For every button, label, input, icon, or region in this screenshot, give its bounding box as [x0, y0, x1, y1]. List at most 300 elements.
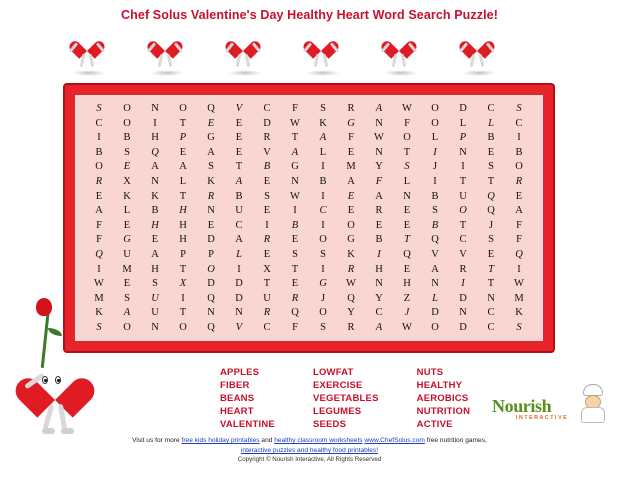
eye-icon — [42, 376, 48, 384]
grid-cell[interactable]: M — [346, 161, 356, 173]
grid-cell[interactable]: E — [179, 146, 187, 158]
grid-cell[interactable]: Q — [431, 234, 439, 246]
grid-cell[interactable]: O — [319, 234, 327, 246]
grid-cell[interactable]: V — [431, 248, 439, 260]
grid-cell[interactable]: T — [487, 278, 495, 290]
grid-cell[interactable]: B — [95, 146, 103, 158]
grid-cell[interactable]: J — [488, 219, 494, 231]
grid-cell[interactable]: B — [515, 146, 523, 158]
grid-cell[interactable]: W — [514, 278, 524, 290]
grid-cell[interactable]: F — [96, 234, 102, 246]
grid-cell[interactable]: L — [123, 205, 131, 217]
chefsolus-url-link[interactable]: www.ChefSolus.com — [364, 437, 425, 444]
grid-cell[interactable]: C — [95, 117, 103, 129]
grid-cell[interactable]: I — [153, 117, 157, 129]
grid-cell[interactable]: S — [488, 161, 494, 173]
grid-cell[interactable]: E — [487, 248, 495, 260]
grid-cell[interactable]: D — [263, 117, 271, 129]
grid-cell[interactable]: T — [487, 175, 495, 187]
heart-icon — [76, 34, 98, 54]
grid-cell[interactable]: E — [291, 234, 299, 246]
grid-cell[interactable]: X — [263, 263, 271, 275]
grid-cell[interactable]: H — [151, 263, 159, 275]
grid-cell[interactable]: I — [321, 263, 325, 275]
grid-cell[interactable]: S — [124, 146, 130, 158]
footer — [0, 436, 619, 456]
heart-characters-decoration — [62, 30, 562, 78]
heart-character — [296, 30, 350, 78]
grid-cell[interactable]: O — [515, 161, 523, 173]
grid-cell[interactable]: D — [235, 278, 243, 290]
grid-cell[interactable]: Q — [515, 248, 523, 260]
grid-cell[interactable]: N — [235, 307, 243, 319]
grid-cell[interactable]: M — [122, 263, 132, 275]
grid-cell[interactable]: R — [515, 175, 523, 187]
grid-cell[interactable]: V — [235, 103, 243, 114]
grid-cell[interactable]: W — [402, 103, 412, 114]
grid-cell[interactable]: E — [403, 219, 411, 231]
grid-cell[interactable]: N — [151, 321, 159, 333]
grid-cell[interactable]: T — [291, 263, 299, 275]
shadow — [72, 70, 106, 76]
grid-cell[interactable]: I — [517, 263, 521, 275]
grid-cell[interactable]: N — [375, 278, 383, 290]
grid-cell[interactable]: U — [151, 307, 159, 319]
grid-cell[interactable]: Q — [487, 190, 495, 202]
grid-cell[interactable]: I — [321, 190, 325, 202]
grid-cell[interactable]: B — [291, 219, 299, 231]
grid-cell[interactable]: Y — [347, 307, 355, 319]
grid-cell[interactable]: U — [151, 292, 159, 304]
grid-cell[interactable]: C — [515, 117, 523, 129]
grid-cell[interactable]: B — [487, 132, 495, 144]
grid-cell[interactable]: Q — [207, 292, 215, 304]
grid-cell[interactable]: A — [319, 132, 327, 144]
grid-cell[interactable]: T — [459, 219, 467, 231]
grid-cell[interactable]: T — [459, 175, 467, 187]
word-list-column — [417, 366, 471, 431]
grid-cell[interactable]: A — [123, 307, 131, 319]
grid-cell[interactable]: A — [151, 161, 159, 173]
grid-cell[interactable]: W — [346, 278, 356, 290]
grid-cell[interactable]: O — [179, 321, 187, 333]
grid-cell[interactable]: R — [263, 234, 271, 246]
grid-cell[interactable]: S — [264, 190, 270, 202]
grid-cell[interactable]: C — [487, 321, 495, 333]
grid-cell[interactable]: N — [459, 146, 467, 158]
grid-cell[interactable]: N — [459, 307, 467, 319]
grid-cell[interactable]: W — [290, 190, 300, 202]
grid-cell[interactable]: W — [402, 321, 412, 333]
grid-cell[interactable]: T — [263, 278, 271, 290]
grid-cell[interactable]: N — [207, 205, 215, 217]
grid-cell[interactable]: E — [515, 190, 523, 202]
grid-cell[interactable]: P — [180, 248, 186, 260]
grid-cell[interactable]: C — [319, 205, 327, 217]
grid-cell[interactable]: I — [237, 263, 241, 275]
word-list-item: VALENTINE — [220, 419, 275, 430]
grid-cell[interactable]: E — [207, 117, 215, 129]
letter-grid[interactable] — [85, 102, 533, 334]
grid-cell[interactable]: O — [431, 117, 439, 129]
grid-cell[interactable]: K — [151, 190, 159, 202]
grid-cell[interactable]: A — [207, 146, 215, 158]
grid-cell[interactable]: M — [94, 292, 104, 304]
grid-cell[interactable]: Q — [403, 248, 411, 260]
grid-cell[interactable]: F — [375, 175, 383, 187]
grid-cell[interactable]: F — [292, 321, 298, 333]
grid-cell[interactable]: D — [431, 307, 439, 319]
grid-cell[interactable]: E — [235, 146, 243, 158]
grid-cell[interactable]: F — [292, 103, 298, 114]
grid-cell[interactable]: X — [179, 278, 187, 290]
grid-cell[interactable]: D — [459, 292, 467, 304]
grid-cell[interactable]: H — [403, 278, 411, 290]
grid-cell[interactable]: S — [320, 321, 326, 333]
grid-cell[interactable]: V — [263, 146, 271, 158]
grid-cell[interactable]: E — [263, 248, 271, 260]
grid-cell[interactable]: E — [403, 205, 411, 217]
heart-character — [140, 30, 194, 78]
grid-cell[interactable]: O — [403, 132, 411, 144]
grid-cell[interactable]: J — [404, 307, 410, 319]
grid-cell[interactable]: G — [319, 278, 327, 290]
grid-cell[interactable]: E — [291, 278, 299, 290]
grid-cell[interactable]: Q — [95, 248, 103, 260]
grid-cell[interactable]: Q — [207, 103, 215, 114]
grid-cell[interactable]: N — [375, 146, 383, 158]
grid-cell[interactable]: F — [516, 219, 522, 231]
grid-cell[interactable]: H — [375, 263, 383, 275]
grid-cell[interactable]: E — [123, 278, 131, 290]
grid-cell[interactable]: I — [181, 292, 185, 304]
grid-cell[interactable]: E — [347, 146, 355, 158]
grid-cell[interactable]: D — [459, 103, 467, 114]
word-list-item: NUTRITION — [416, 406, 471, 417]
grid-cell[interactable]: I — [265, 219, 269, 231]
grid-cell[interactable]: L — [179, 175, 187, 187]
grid-cell[interactable]: O — [179, 103, 187, 114]
grid-cell[interactable]: Q — [207, 321, 215, 333]
grid-cell[interactable]: L — [488, 117, 494, 129]
grid-cell[interactable]: A — [431, 263, 439, 275]
grid-cell[interactable]: Q — [347, 292, 355, 304]
grid-cell[interactable]: R — [207, 190, 215, 202]
shadow — [228, 70, 262, 76]
grid-cell[interactable]: D — [459, 321, 467, 333]
grid-cell[interactable]: K — [319, 117, 327, 129]
heart-character — [374, 30, 428, 78]
grid-cell[interactable]: B — [151, 205, 159, 217]
grid-cell[interactable]: R — [459, 263, 467, 275]
grid-cell[interactable]: A — [95, 205, 103, 217]
word-list-container — [220, 366, 520, 431]
grid-cell[interactable]: B — [123, 132, 131, 144]
grid-cell[interactable]: T — [179, 307, 187, 319]
grid-cell[interactable]: D — [207, 234, 215, 246]
grid-cell[interactable]: M — [514, 292, 524, 304]
grid-cell[interactable]: I — [433, 146, 437, 158]
grid-cell[interactable]: S — [516, 103, 522, 114]
grid-cell[interactable]: F — [96, 219, 102, 231]
grid-cell[interactable]: B — [235, 190, 243, 202]
grid-cell[interactable]: O — [319, 307, 327, 319]
grid-cell[interactable]: O — [123, 117, 131, 129]
grid-cell[interactable]: O — [123, 103, 131, 114]
grid-cell[interactable]: E — [347, 190, 355, 202]
grid-cell[interactable]: N — [431, 278, 439, 290]
grid-cell[interactable]: L — [319, 146, 327, 158]
footer-text-post: free nutrition games, — [424, 437, 487, 444]
grid-cell[interactable]: N — [375, 117, 383, 129]
grid-cell[interactable]: V — [235, 321, 243, 333]
grid-cell[interactable]: R — [291, 292, 299, 304]
grid-cell[interactable]: T — [488, 263, 494, 275]
shadow — [150, 70, 184, 76]
grid-cell[interactable]: A — [375, 190, 383, 202]
grid-cell[interactable]: S — [516, 321, 522, 333]
grid-cell[interactable]: U — [123, 248, 131, 260]
eye-icon — [55, 376, 61, 384]
grid-cell[interactable]: E — [95, 190, 103, 202]
shadow — [384, 70, 418, 76]
grid-cell[interactable]: P — [208, 248, 214, 260]
footer-line-1 — [0, 436, 619, 446]
grid-cell[interactable]: T — [403, 146, 411, 158]
grid-cell[interactable]: W — [290, 117, 300, 129]
nourish-interactive-logo[interactable] — [492, 384, 610, 432]
grid-cell[interactable]: O — [459, 205, 467, 217]
footer-text-pre: Visit us for more — [132, 437, 182, 444]
chef-body-icon — [581, 407, 605, 423]
grid-cell[interactable]: S — [96, 103, 102, 114]
grid-cell[interactable]: R — [347, 321, 355, 333]
grid-cell[interactable]: I — [97, 263, 101, 275]
grid-cell[interactable]: B — [431, 219, 439, 231]
grid-cell[interactable]: N — [403, 190, 411, 202]
grid-cell[interactable]: P — [179, 132, 187, 144]
heart-character — [62, 30, 116, 78]
shadow — [462, 70, 496, 76]
grid-cell[interactable]: A — [375, 103, 383, 114]
grid-cell[interactable]: N — [487, 292, 495, 304]
grid-cell[interactable]: R — [347, 103, 355, 114]
grid-cell[interactable]: T — [404, 234, 410, 246]
word-list-item: VEGETABLES — [312, 393, 379, 404]
grid-cell[interactable]: G — [347, 117, 355, 129]
grid-cell[interactable]: Q — [487, 205, 495, 217]
grid-cell[interactable]: Q — [291, 307, 299, 319]
heart-icon — [388, 34, 410, 54]
grid-cell[interactable]: C — [235, 219, 243, 231]
grid-cell[interactable]: T — [179, 263, 187, 275]
grid-cell[interactable]: R — [347, 263, 355, 275]
grid-cell[interactable]: D — [207, 278, 215, 290]
grid-cell[interactable]: A — [347, 175, 355, 187]
grid-cell[interactable]: R — [375, 205, 383, 217]
grid-cell[interactable]: K — [347, 248, 355, 260]
heart-icon — [154, 34, 176, 54]
grid-cell[interactable]: E — [263, 205, 271, 217]
grid-cell[interactable]: A — [151, 248, 159, 260]
grid-cell[interactable]: I — [321, 219, 325, 231]
grid-cell[interactable]: H — [179, 205, 187, 217]
grid-cell[interactable]: S — [292, 248, 298, 260]
grid-cell[interactable]: W — [94, 278, 104, 290]
interactive-puzzles-link[interactable]: interactive puzzles and healthy food printables! — [240, 447, 379, 454]
grid-cell[interactable]: I — [97, 132, 101, 144]
grid-cell[interactable]: T — [291, 132, 299, 144]
grid-cell[interactable]: O — [431, 321, 439, 333]
grid-cell[interactable]: R — [263, 307, 271, 319]
word-list-column — [220, 366, 275, 431]
grid-cell[interactable]: E — [123, 161, 131, 173]
grid-cell[interactable]: E — [375, 219, 383, 231]
grid-cell[interactable]: E — [403, 263, 411, 275]
grid-cell[interactable]: K — [123, 190, 131, 202]
grid-cell[interactable]: I — [461, 278, 465, 290]
grid-cell[interactable]: N — [291, 175, 299, 187]
grid-cell[interactable]: F — [516, 234, 522, 246]
grid-cell[interactable]: K — [95, 307, 103, 319]
grid-cell[interactable]: E — [235, 117, 243, 129]
grid-cell[interactable]: U — [263, 292, 271, 304]
grid-cell[interactable]: C — [263, 321, 271, 333]
grid-cell[interactable]: L — [236, 248, 242, 260]
grid-cell[interactable]: E — [151, 234, 159, 246]
grid-cell[interactable]: C — [487, 103, 495, 114]
grid-cell[interactable]: J — [432, 161, 438, 173]
mascot-foot — [42, 428, 55, 434]
grid-cell[interactable]: S — [96, 321, 102, 333]
grid-cell[interactable]: E — [207, 219, 215, 231]
grid-cell[interactable]: W — [374, 132, 384, 144]
grid-cell[interactable]: I — [293, 205, 297, 217]
grid-cell[interactable]: H — [179, 219, 187, 231]
grid-cell[interactable]: O — [207, 263, 215, 275]
grid-cell[interactable]: G — [347, 234, 355, 246]
grid-cell[interactable]: H — [151, 219, 159, 231]
grid-cell[interactable]: U — [459, 190, 467, 202]
grid-cell[interactable]: X — [123, 175, 131, 187]
grid-cell[interactable]: T — [179, 117, 187, 129]
grid-cell[interactable]: Z — [403, 292, 411, 304]
grid-cell[interactable]: K — [207, 175, 215, 187]
word-list-item: AEROBICS — [416, 393, 469, 404]
grid-cell[interactable]: S — [320, 248, 326, 260]
grid-cell[interactable]: O — [95, 161, 103, 173]
grid-cell[interactable]: S — [404, 161, 410, 173]
grid-cell[interactable]: F — [348, 132, 354, 144]
grid-cell[interactable]: S — [432, 205, 438, 217]
grid-cell[interactable]: N — [151, 175, 159, 187]
grid-cell[interactable]: T — [179, 190, 187, 202]
grid-cell[interactable]: O — [431, 103, 439, 114]
grid-cell[interactable]: A — [179, 161, 187, 173]
grid-cell[interactable]: R — [263, 132, 271, 144]
grid-cell[interactable]: Q — [151, 146, 159, 158]
grid-cell[interactable]: Y — [375, 292, 383, 304]
grid-cell[interactable]: B — [263, 161, 271, 173]
grid-cell[interactable]: B — [375, 234, 383, 246]
mascot-face — [40, 376, 68, 390]
grid-cell[interactable]: A — [375, 321, 383, 333]
grid-cell[interactable]: V — [459, 248, 467, 260]
grid-cell[interactable]: E — [235, 132, 243, 144]
free-printables-link[interactable]: free kids holiday printables — [181, 437, 260, 444]
grid-cell[interactable]: D — [235, 292, 243, 304]
grid-cell[interactable]: S — [208, 161, 214, 173]
footer-text-mid: and — [259, 437, 275, 444]
grid-cell[interactable]: L — [403, 175, 411, 187]
grid-cell[interactable]: S — [488, 234, 494, 246]
logo-name: Nourish — [492, 396, 552, 416]
grid-cell[interactable]: O — [123, 321, 131, 333]
grid-cell[interactable]: G — [291, 161, 299, 173]
grid-cell[interactable]: S — [320, 103, 326, 114]
grid-cell[interactable]: L — [431, 132, 439, 144]
grid-cell[interactable]: O — [347, 219, 355, 231]
grid-cell[interactable]: A — [291, 146, 299, 158]
grid-cell[interactable]: S — [152, 278, 158, 290]
grid-cell[interactable]: C — [263, 103, 271, 114]
grid-cell[interactable]: A — [235, 234, 243, 246]
word-list-item: BEANS — [220, 393, 255, 404]
grid-cell[interactable]: T — [235, 161, 243, 173]
grid-cell[interactable]: N — [151, 103, 159, 114]
grid-cell[interactable]: C — [375, 307, 383, 319]
word-search-frame — [63, 83, 555, 353]
grid-cell[interactable]: C — [487, 307, 495, 319]
grid-cell[interactable]: E — [123, 219, 131, 231]
grid-cell[interactable]: H — [151, 132, 159, 144]
grid-cell[interactable]: E — [487, 146, 495, 158]
grid-cell[interactable]: K — [515, 307, 523, 319]
grid-cell[interactable]: F — [404, 117, 410, 129]
grid-cell[interactable]: U — [235, 205, 243, 217]
grid-cell[interactable]: H — [179, 234, 187, 246]
grid-cell[interactable]: E — [347, 205, 355, 217]
grid-cell[interactable]: L — [459, 117, 467, 129]
grid-cell[interactable]: G — [207, 132, 215, 144]
grid-cell[interactable]: S — [124, 292, 130, 304]
grid-cell[interactable]: I — [433, 175, 437, 187]
grid-cell[interactable]: L — [432, 292, 438, 304]
word-list-item: FIBER — [220, 380, 250, 391]
rose-icon — [36, 298, 52, 316]
grid-cell[interactable]: A — [515, 205, 523, 217]
logo-tagline: INTERACTIVE — [516, 415, 569, 421]
heart-character — [452, 30, 506, 78]
grid-cell[interactable]: R — [95, 175, 103, 187]
grid-cell[interactable]: P — [459, 132, 467, 144]
grid-cell[interactable]: B — [431, 190, 439, 202]
classroom-worksheets-link[interactable]: healthy classroom worksheets — [274, 437, 363, 444]
grid-cell[interactable]: I — [321, 161, 325, 173]
grid-cell[interactable]: J — [320, 292, 326, 304]
grid-cell[interactable]: E — [263, 175, 271, 187]
grid-cell[interactable]: I — [517, 132, 521, 144]
grid-cell[interactable]: I — [461, 161, 465, 173]
grid-cell[interactable]: N — [207, 307, 215, 319]
grid-cell[interactable]: A — [235, 175, 243, 187]
grid-cell[interactable]: C — [459, 234, 467, 246]
grid-cell[interactable]: G — [123, 234, 131, 246]
word-list-item: HEALTHY — [416, 380, 463, 391]
grid-cell[interactable]: B — [319, 175, 327, 187]
grid-cell[interactable]: Y — [375, 161, 383, 173]
grid-cell[interactable]: I — [377, 248, 381, 260]
